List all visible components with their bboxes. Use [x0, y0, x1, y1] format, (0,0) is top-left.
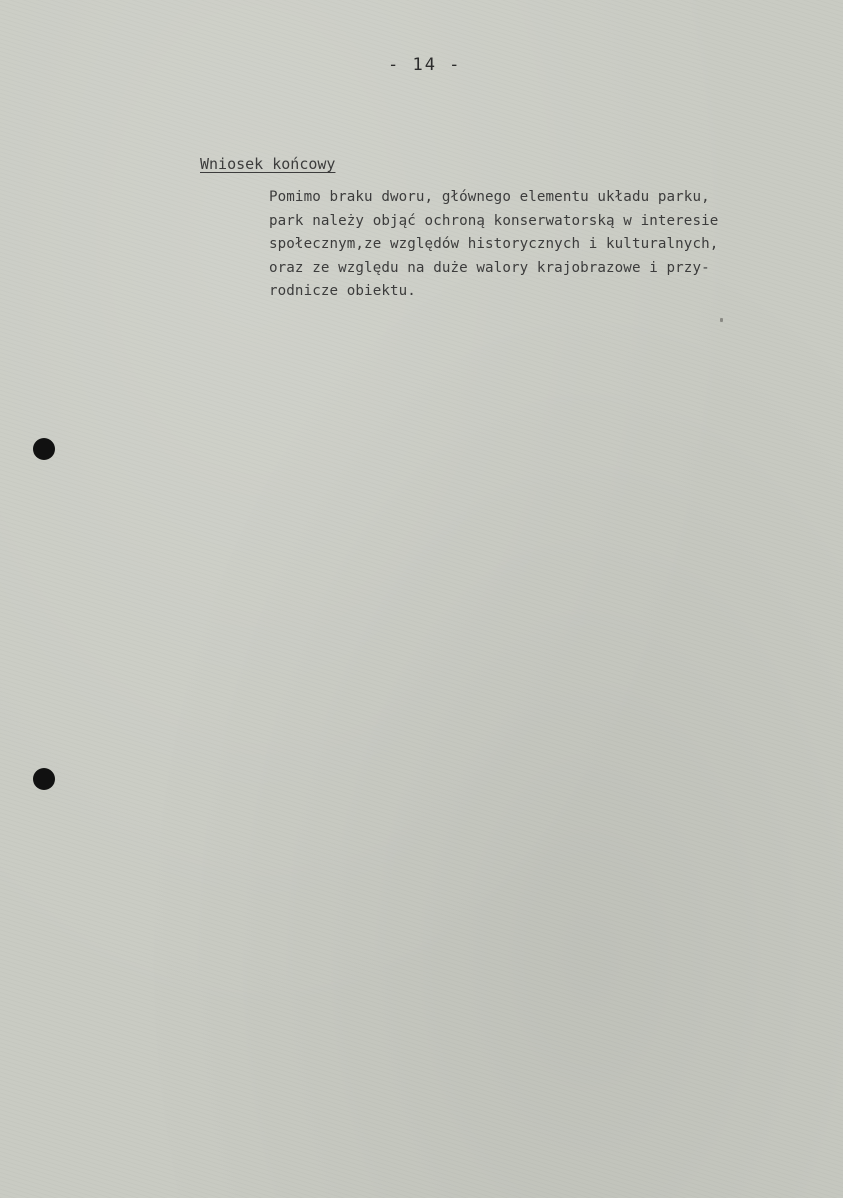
paragraph-line: Pomimo braku dworu, głównego elementu układu parku, [269, 189, 710, 205]
body-paragraph [269, 186, 829, 304]
paragraph-line: oraz ze względu na duże walory krajobrazowe i przy- [269, 259, 710, 276]
punch-hole-bottom [33, 768, 55, 790]
paper-speck [720, 318, 723, 322]
page-number: - 14 - [388, 55, 462, 75]
section-heading: Wniosek końcowy [200, 155, 336, 173]
paragraph-line: park należy objąć ochroną konserwatorską w interesie [269, 212, 719, 229]
paragraph-line: rodnicze obiektu. [269, 283, 416, 299]
paragraph-line: społecznym,ze względów historycznych i kulturalnych, [269, 236, 719, 252]
punch-hole-top [33, 438, 55, 460]
